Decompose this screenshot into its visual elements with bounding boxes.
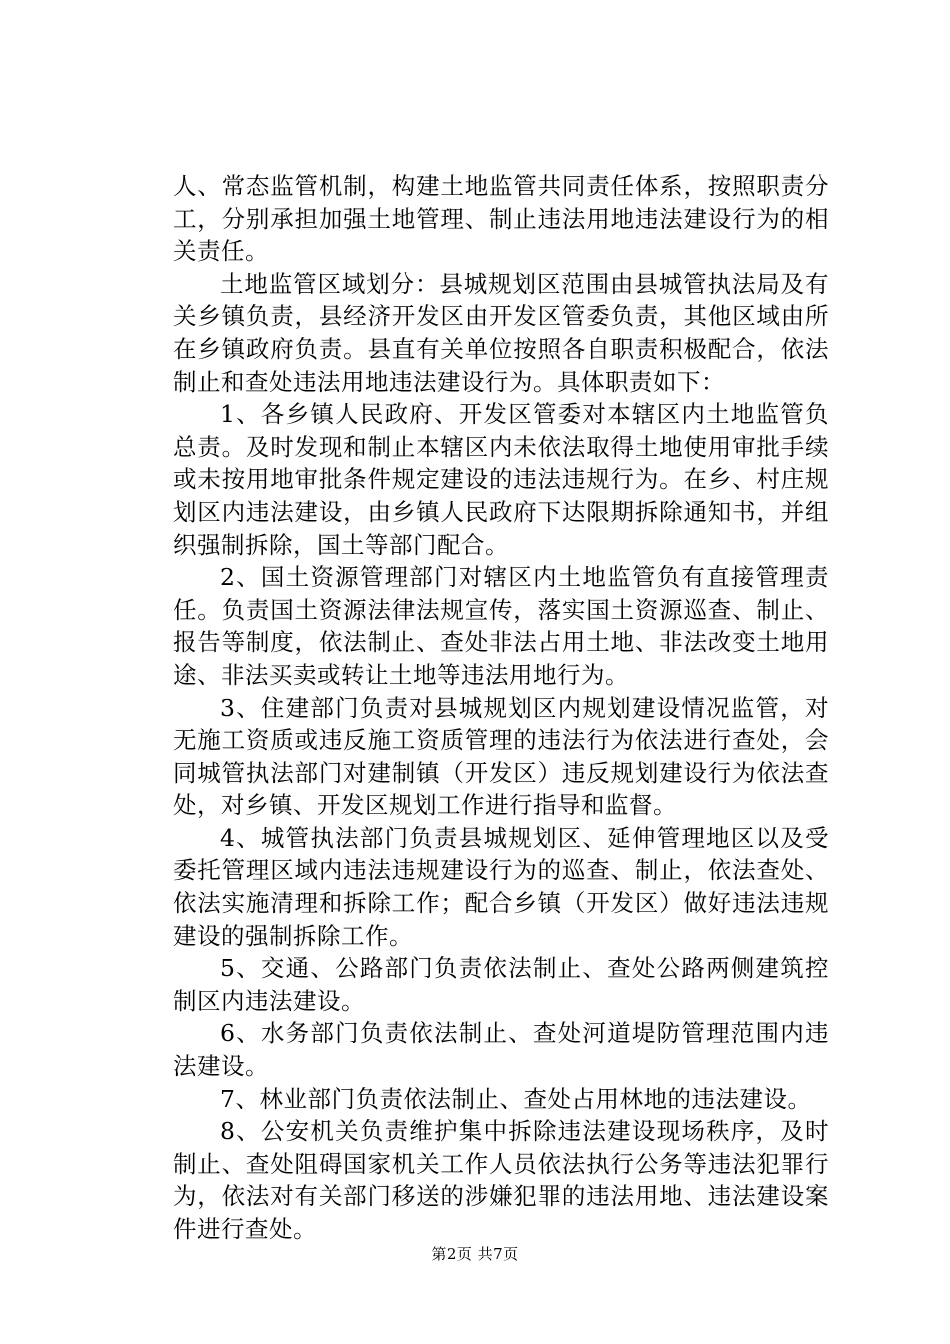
paragraph-item-3: 3、住建部门负责对县城规划区内规划建设情况监管，对无施工资质或违反施工资质管理的违法行为依法进行查处，会同城管执法部门对建制镇（开发区）违反规划建设行为依法查处，对乡镇、开发区规划工作进行指导和监督。 — [173, 693, 829, 820]
paragraph-region-division: 土地监管区域划分：县城规划区范围由县城管执法局及有关乡镇负责，县经济开发区由开发区管委负责，其他区域由所在乡镇政府负责。县直有关单位按照各自职责积极配合，依法制止和查处违法用地违法建设行为。具体职责如下： — [173, 269, 829, 396]
paragraph-item-1: 1、各乡镇人民政府、开发区管委对本辖区内土地监管负总责。及时发现和制止本辖区内未依法取得土地使用审批手续或未按用地审批条件规定建设的违法违规行为。在乡、村庄规划区内违法建设，由乡镇人民政府下达限期拆除通知书，并组织强制拆除，国土等部门配合。 — [173, 400, 829, 559]
paragraph-item-7: 7、林业部门负责依法制止、查处占用林地的违法建设。 — [220, 1084, 812, 1113]
document-body — [173, 170, 829, 1246]
paragraph-item-2: 2、国土资源管理部门对辖区内土地监管负有直接管理责任。负责国土资源法律法规宣传，落实国土资源巡查、制止、报告等制度，依法制止、查处非法占用土地、非法改变土地用途、非法买卖或转让土地等违法用地行为。 — [173, 563, 829, 689]
paragraph-continuation: 人、常态监管机制，构建土地监管共同责任体系，按照职责分工，分别承担加强土地管理、制止违法用地违法建设行为的相关责任。 — [173, 172, 829, 266]
paragraph-item-4: 4、城管执法部门负责县城规划区、延伸管理地区以及受委托管理区域内违法违规建设行为的巡查、制止，依法查处、依法实施清理和拆除工作；配合乡镇（开发区）做好违法违规建设的强制拆除工作。 — [173, 823, 829, 950]
paragraph-item-6: 6、水务部门负责依法制止、查处河道堤防管理范围内违法建设。 — [173, 1019, 829, 1081]
paragraph-item-8: 8、公安机关负责维护集中拆除违法建设现场秩序，及时制止、查处阻碍国家机关工作人员依法执行公务等违法犯罪行为，依法对有关部门移送的涉嫌犯罪的违法用地、违法建设案件进行查处。 — [173, 1117, 829, 1243]
page-number-footer: 第2页 共7页 — [431, 1245, 519, 1263]
paragraph-item-5: 5、交通、公路部门负责依法制止、查处公路两侧建筑控制区内违法建设。 — [173, 954, 829, 1015]
